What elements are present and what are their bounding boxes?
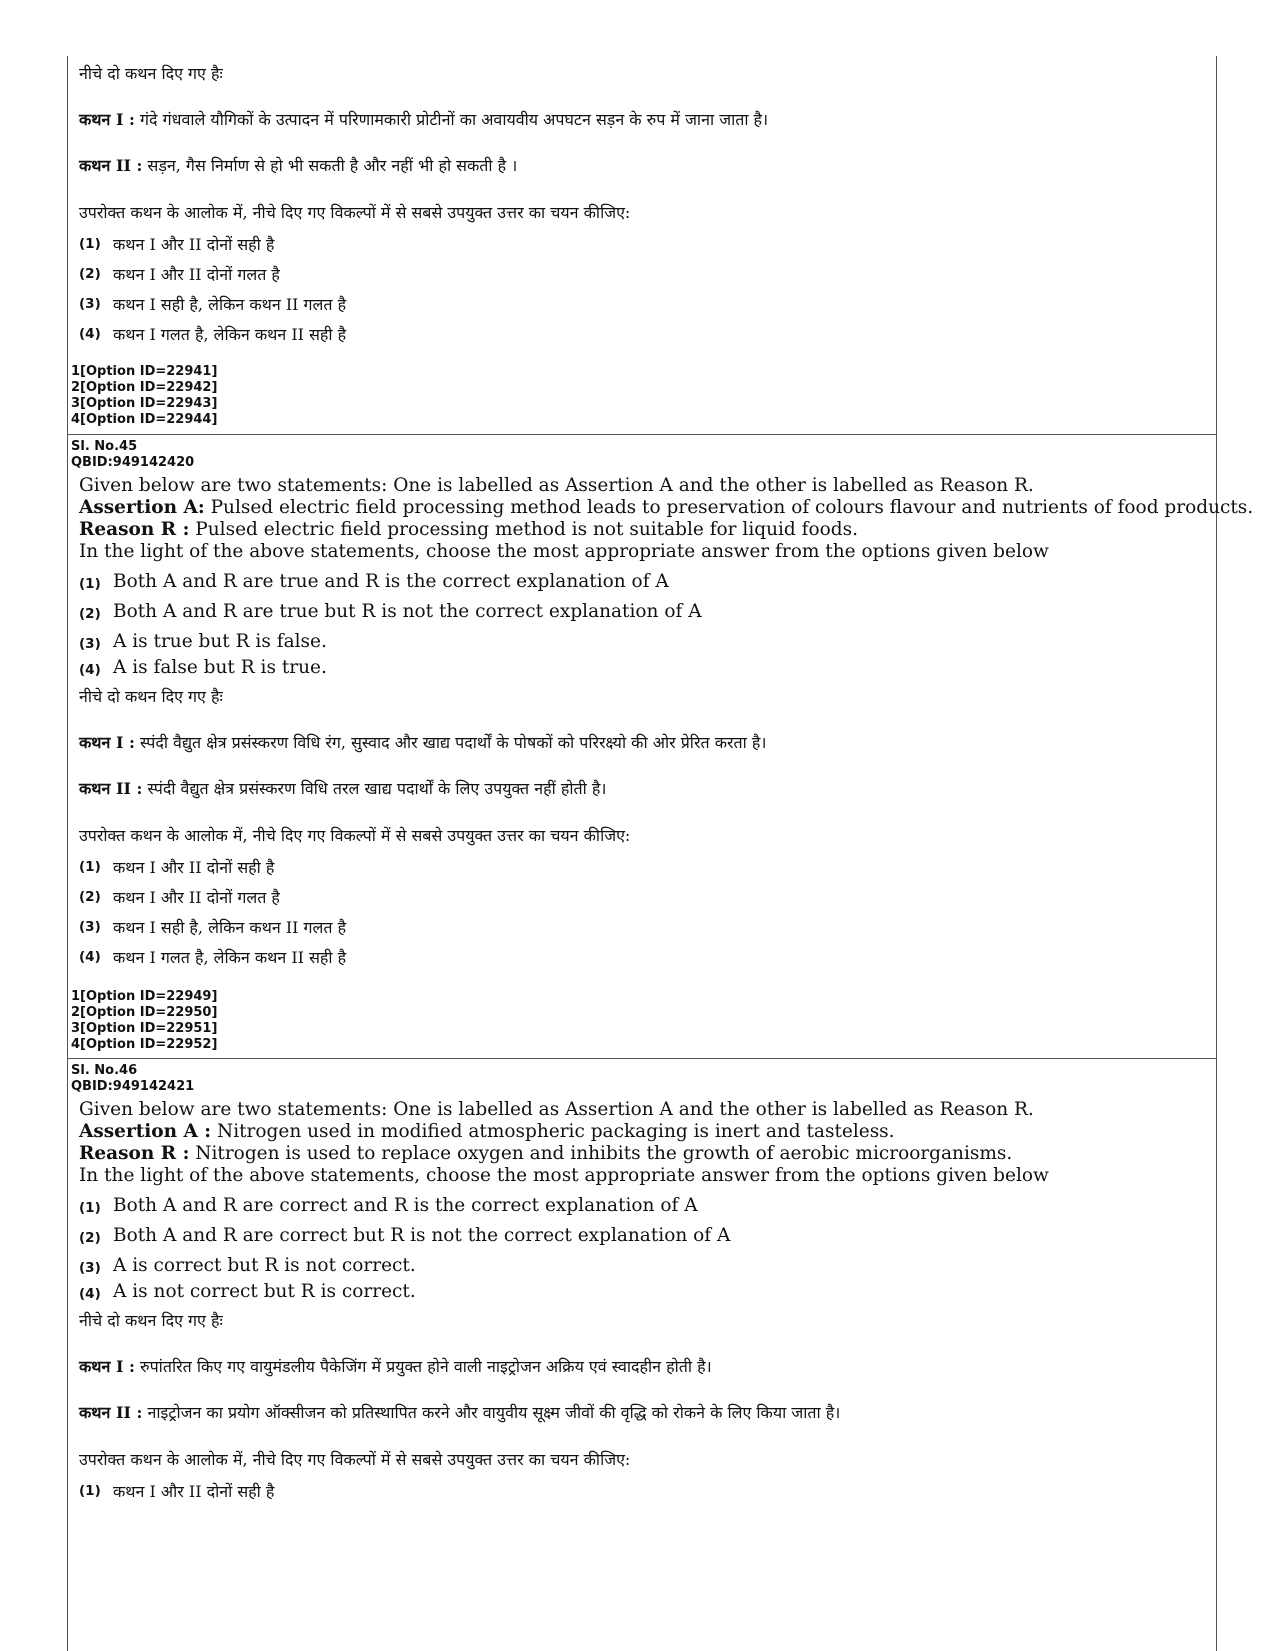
option-text[interactable]: कथन I और II दोनों सही है xyxy=(113,235,275,254)
option-text[interactable]: A is not correct but R is correct. xyxy=(113,1281,416,1302)
option-text[interactable]: कथन I और II दोनों सही है xyxy=(113,1482,275,1501)
option-text[interactable]: कथन I और II दोनों गलत है xyxy=(113,888,280,907)
option-id-2: 2[Option ID=22950] xyxy=(71,1005,218,1020)
answer-prompt: उपरोक्त कथन के आलोक में, नीचे दिए गए विकल्पों में से सबसे उपयुक्त उत्तर का चयन कीजिए: xyxy=(79,1450,631,1469)
option-number: (3) xyxy=(79,919,101,935)
statement-2-text: सड़न, गैस निर्माण से हो भी सकती है और नहीं भी हो सकती है । xyxy=(142,156,518,175)
statement-2-label: कथन II : xyxy=(79,779,143,798)
reason-label: Reason R : xyxy=(79,519,190,540)
option-text[interactable]: Both A and R are correct but R is not the correct explanation of A xyxy=(113,1225,731,1246)
assertion-label: Assertion A: xyxy=(79,497,205,518)
statement-2-text: स्पंदी वैद्युत क्षेत्र प्रसंस्करण विधि तरल खाद्य पदार्थों के लिए उपयुक्त नहीं होती है। xyxy=(142,779,607,798)
option-number: (1) xyxy=(79,859,101,875)
option-number: (4) xyxy=(79,1286,101,1302)
assertion-text: Nitrogen used in modified atmospheric packaging is inert and tasteless. xyxy=(211,1121,895,1142)
statement-1-label: कथन I : xyxy=(79,733,135,752)
answer-prompt: उपरोक्त कथन के आलोक में, नीचे दिए गए विकल्पों में से सबसे उपयुक्त उत्तर का चयन कीजिए: xyxy=(79,203,631,222)
option-text[interactable]: A is false but R is true. xyxy=(113,657,327,678)
statement-1-label: कथन I : xyxy=(79,1357,135,1376)
reason-text: Pulsed electric field processing method is not suitable for liquid foods. xyxy=(189,519,858,540)
reason-label: Reason R : xyxy=(79,1143,190,1164)
qbid: QBID:949142421 xyxy=(71,1079,195,1094)
statement-2 xyxy=(79,154,517,176)
option-text[interactable]: कथन I और II दोनों सही है xyxy=(113,858,275,877)
reason xyxy=(79,1143,1012,1164)
hindi-intro: नीचे दो कथन दिए गए हैः xyxy=(79,64,223,83)
option-number: (3) xyxy=(79,636,101,652)
option-text[interactable]: Both A and R are true but R is not the correct explanation of A xyxy=(113,601,702,622)
statement-1-text: रुपांतरित किए गए वायुमंडलीय पैकेजिंग में प्रयुक्त होने वाली नाइट्रोजन अक्रिय एवं स्वादहीन होती है। xyxy=(134,1357,712,1376)
statement-2 xyxy=(79,777,606,799)
option-number: (4) xyxy=(79,949,101,965)
statement-1-text: स्पंदी वैद्युत क्षेत्र प्रसंस्करण विधि रंग, सुस्वाद और खाद्य पदार्थों के पोषकों को परिरक्ष्यो की ओर प्रेरित करता है। xyxy=(134,733,767,752)
option-text[interactable]: कथन I सही है, लेकिन कथन II गलत है xyxy=(113,918,347,937)
question-prompt: In the light of the above statements, choose the most appropriate answer from the options given below xyxy=(79,1165,1049,1186)
option-id-2: 2[Option ID=22942] xyxy=(71,380,218,395)
option-number: (2) xyxy=(79,266,101,282)
statement-1-text: गंदे गंधवाले यौगिकों के उत्पादन में परिणामकारी प्रोटीनों का अवायवीय अपघटन सड़न के रुप में जाना जाता है। xyxy=(134,110,769,129)
assertion xyxy=(79,497,1253,518)
option-id-1: 1[Option ID=22941] xyxy=(71,364,218,379)
statement-2-label: कथन II : xyxy=(79,156,143,175)
statement-1-label: कथन I : xyxy=(79,110,135,129)
option-number: (2) xyxy=(79,889,101,905)
option-id-4: 4[Option ID=22944] xyxy=(71,412,218,427)
question-paper-page xyxy=(67,56,1254,1651)
statement-1 xyxy=(79,108,768,130)
option-text[interactable]: कथन I और II दोनों गलत है xyxy=(113,265,280,284)
option-number: (3) xyxy=(79,296,101,312)
assertion xyxy=(79,1121,895,1142)
assertion-text: Pulsed electric field processing method leads to preservation of colours flavour and nutrients of food products. xyxy=(204,497,1254,518)
option-number: (1) xyxy=(79,576,101,592)
option-number: (4) xyxy=(79,662,101,678)
option-id-4: 4[Option ID=22952] xyxy=(71,1037,218,1052)
hindi-intro: नीचे दो कथन दिए गए हैः xyxy=(79,687,223,706)
assertion-label: Assertion A : xyxy=(79,1121,212,1142)
answer-prompt: उपरोक्त कथन के आलोक में, नीचे दिए गए विकल्पों में से सबसे उपयुक्त उत्तर का चयन कीजिए: xyxy=(79,826,631,845)
option-number: (3) xyxy=(79,1260,101,1276)
question-prompt: In the light of the above statements, choose the most appropriate answer from the options given below xyxy=(79,541,1049,562)
qbid: QBID:949142420 xyxy=(71,455,195,470)
option-number: (1) xyxy=(79,1483,101,1499)
option-text[interactable]: कथन I सही है, लेकिन कथन II गलत है xyxy=(113,295,347,314)
statement-2-label: कथन II : xyxy=(79,1403,143,1422)
serial-number: Sl. No.46 xyxy=(71,1063,138,1078)
option-text[interactable]: A is true but R is false. xyxy=(113,631,327,652)
statement-2 xyxy=(79,1401,840,1423)
statement-1 xyxy=(79,731,766,753)
option-id-3: 3[Option ID=22951] xyxy=(71,1021,218,1036)
question-intro: Given below are two statements: One is labelled as Assertion A and the other is labelled as Reason R. xyxy=(79,1099,1034,1120)
option-number: (1) xyxy=(79,236,101,252)
reason xyxy=(79,519,858,540)
option-text[interactable]: कथन I गलत है, लेकिन कथन II सही है xyxy=(113,325,347,344)
option-id-3: 3[Option ID=22943] xyxy=(71,396,218,411)
option-id-1: 1[Option ID=22949] xyxy=(71,989,218,1004)
statement-2-text: नाइट्रोजन का प्रयोग ऑक्सीजन को प्रतिस्थापित करने और वायुवीय सूक्ष्म जीवों की वृद्धि को रोकने के लिए किया जाता है। xyxy=(142,1403,841,1422)
reason-text: Nitrogen is used to replace oxygen and inhibits the growth of aerobic microorganisms. xyxy=(189,1143,1013,1164)
option-number: (2) xyxy=(79,1230,101,1246)
option-text[interactable]: Both A and R are true and R is the correct explanation of A xyxy=(113,571,669,592)
question-divider xyxy=(67,434,1217,435)
hindi-intro: नीचे दो कथन दिए गए हैः xyxy=(79,1311,223,1330)
question-intro: Given below are two statements: One is labelled as Assertion A and the other is labelled as Reason R. xyxy=(79,475,1034,496)
statement-1 xyxy=(79,1355,712,1377)
option-number: (2) xyxy=(79,606,101,622)
option-number: (4) xyxy=(79,326,101,342)
page-right-border xyxy=(1216,56,1217,1651)
option-number: (1) xyxy=(79,1200,101,1216)
page-left-border xyxy=(67,56,68,1651)
question-divider xyxy=(67,1058,1217,1059)
option-text[interactable]: A is correct but R is not correct. xyxy=(113,1255,416,1276)
option-text[interactable]: Both A and R are correct and R is the correct explanation of A xyxy=(113,1195,698,1216)
option-text[interactable]: कथन I गलत है, लेकिन कथन II सही है xyxy=(113,948,347,967)
serial-number: Sl. No.45 xyxy=(71,439,138,454)
